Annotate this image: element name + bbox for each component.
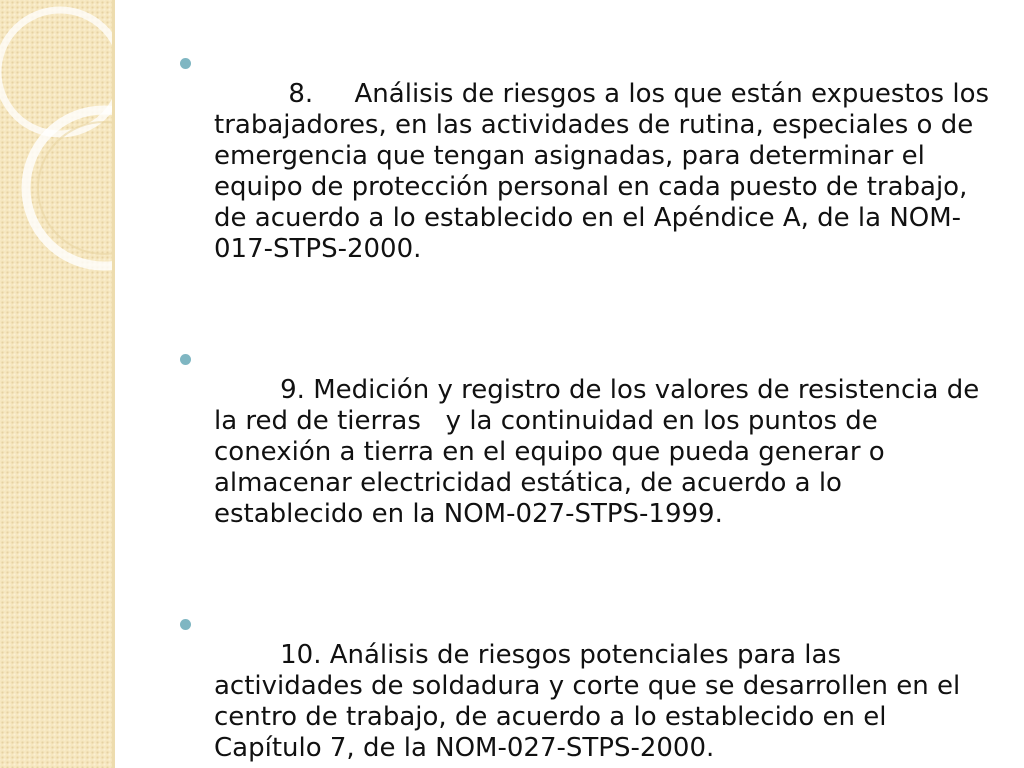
bullet-dot-icon bbox=[180, 58, 191, 69]
bullet-text: 10. Análisis de riesgos potenciales para las actividades de soldadura y corte que se desarrollen en el centro de trabajo, de acuerdo a lo establecido en el Capítulo 7, de la NOM-027-STPS-2000. bbox=[214, 640, 969, 763]
decorative-ring-inner bbox=[38, 122, 112, 254]
bullet-item-10 bbox=[176, 609, 996, 768]
bullet-item-8 bbox=[176, 48, 996, 296]
bullet-list bbox=[176, 48, 996, 768]
bullet-text: 8. Análisis de riesgos a los que están expuestos los trabajadores, en las actividades de rutina, especiales o de emergencia que tengan asignadas, para determinar el equipo de protección personal en cada puesto de trabajo, de acuerdo a lo establecido en el Apéndice A, de la NOM-017-STPS-2000. bbox=[214, 79, 998, 264]
bullet-dot-icon bbox=[180, 354, 191, 365]
decorative-ring-upper bbox=[0, 10, 112, 134]
bullet-item-9 bbox=[176, 344, 996, 561]
side-panel-edge bbox=[112, 0, 115, 768]
decorative-rings-graphic bbox=[0, 0, 112, 360]
bullet-dot-icon bbox=[180, 619, 191, 630]
decorative-side-panel bbox=[0, 0, 112, 768]
slide-content bbox=[176, 48, 996, 768]
bullet-text: 9. Medición y registro de los valores de resistencia de la red de tierras y la continuidad en los puntos de conexión a tierra en el equipo que pueda generar o almacenar electricidad estática, de acuerdo a lo establecido en la NOM-027-STPS-1999. bbox=[214, 375, 988, 529]
